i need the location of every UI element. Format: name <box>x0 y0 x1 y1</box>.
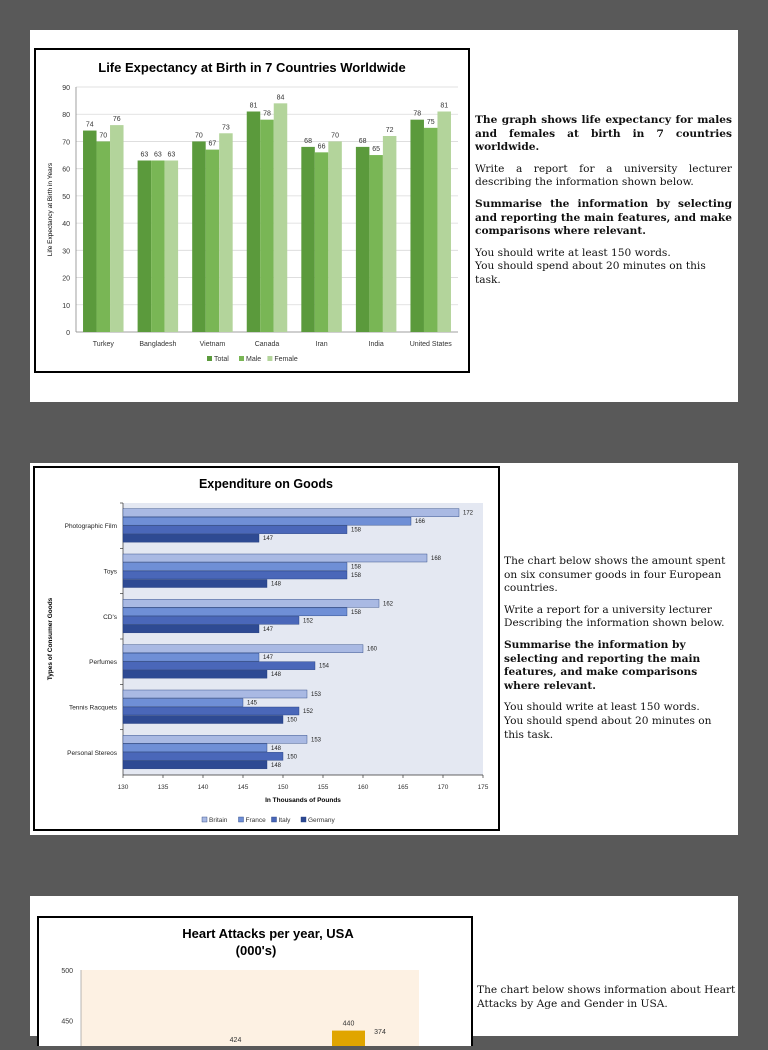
x-tick-label: 160 <box>357 784 369 791</box>
data-label: 424 <box>229 1036 242 1044</box>
x-tick-label: India <box>368 341 384 348</box>
bar-female <box>274 103 288 332</box>
bar-total <box>83 131 97 332</box>
bar-italy <box>123 662 315 670</box>
y-tick-label: 20 <box>62 275 70 283</box>
data-label: 153 <box>311 737 322 744</box>
data-label: 84 <box>276 94 285 102</box>
task-summary-instruction: Summarise the information by selecting and reporting the main features, and make comparisons where relevant. <box>475 197 732 238</box>
page-3 <box>30 896 738 1044</box>
x-tick-label: Bangladesh <box>139 341 177 348</box>
bar-female <box>383 136 397 332</box>
legend-label: Germany <box>308 817 335 824</box>
bar-britain <box>123 599 379 607</box>
data-label: 81 <box>440 102 449 110</box>
legend-label: Female <box>274 356 298 363</box>
data-label: 147 <box>263 536 274 543</box>
data-label: 160 <box>367 646 378 653</box>
task-intro: The chart below shows the amount spent on six consumer goods in four European countries. <box>504 555 726 595</box>
data-label: 374 <box>374 1029 386 1036</box>
bar-male <box>424 128 438 332</box>
bar-italy <box>123 707 299 715</box>
data-label: 78 <box>263 110 271 118</box>
x-tick-label: 150 <box>277 784 289 791</box>
chart-title: Life Expectancy at Birth in 7 Countries Worldwide <box>98 60 406 75</box>
plot-background <box>123 503 483 775</box>
task-prompt-1 <box>475 114 732 296</box>
data-label: 68 <box>358 137 367 145</box>
bar-france <box>123 608 347 616</box>
data-label: 150 <box>287 754 298 761</box>
life-expectancy-chart <box>36 50 468 371</box>
bar-male <box>315 152 329 332</box>
data-label: 147 <box>263 626 274 633</box>
y-tick-label: 50 <box>62 193 70 201</box>
data-label: 63 <box>140 151 149 159</box>
data-label: 73 <box>222 124 230 132</box>
legend-label: France <box>245 817 266 824</box>
bar-male <box>369 155 383 332</box>
x-axis-title: In Thousands of Pounds <box>265 797 341 804</box>
word-count-requirement: You should write at least 150 words. <box>504 701 700 714</box>
y-tick-label: Photographic Film <box>64 523 117 531</box>
bar-female <box>165 161 179 333</box>
y-tick-label: 80 <box>62 112 70 120</box>
data-label: 81 <box>249 102 258 110</box>
bar-britain <box>123 554 427 562</box>
x-tick-label: 165 <box>397 784 409 791</box>
bar-germany <box>123 534 259 542</box>
data-label: 76 <box>112 116 121 124</box>
bar-france <box>123 653 259 661</box>
task-instruction: Write a report for a university lecturer Describing the information shown below. <box>504 603 725 630</box>
data-label: 158 <box>351 573 362 579</box>
chart-subtitle: (000's) <box>235 943 277 958</box>
bar-britain <box>123 645 363 653</box>
data-label: 65 <box>372 146 381 154</box>
y-tick-label: 70 <box>62 139 70 147</box>
data-label: 66 <box>317 143 326 151</box>
y-tick-label: Perfumes <box>89 659 117 667</box>
y-tick-label: 40 <box>62 221 70 229</box>
y-tick-label: 90 <box>62 85 70 92</box>
bar-total <box>192 141 206 332</box>
chart-frame-heart-attacks <box>37 916 473 1046</box>
task-summary-instruction: Summarise the information by selecting and reporting the main features, and make comparisons where relevant. <box>504 638 701 692</box>
data-label: 147 <box>263 655 274 662</box>
legend-label: Italy <box>278 817 291 824</box>
chart-title: Expenditure on Goods <box>198 477 334 491</box>
bar-female <box>110 125 124 332</box>
data-label: 148 <box>271 581 282 588</box>
heart-attacks-chart <box>39 918 471 1046</box>
legend-swatch <box>301 817 306 822</box>
data-label: 158 <box>351 609 362 616</box>
page-2 <box>30 463 738 835</box>
bar-italy <box>123 616 299 624</box>
bar <box>332 1031 365 1046</box>
legend-swatch <box>207 356 212 361</box>
bar-female <box>328 141 342 332</box>
task-intro: The graph shows life expectancy for males and females at birth in 7 countries worldwide. <box>475 114 732 154</box>
data-label: 148 <box>271 745 282 752</box>
x-tick-label: 175 <box>477 784 489 791</box>
bar-male <box>206 150 220 332</box>
bar-germany <box>123 670 267 678</box>
y-tick-label: Tennis Racquets <box>68 704 117 712</box>
data-label: 72 <box>385 127 394 134</box>
data-label: 162 <box>383 601 394 608</box>
bar-total <box>138 161 152 333</box>
legend-swatch <box>267 356 272 361</box>
bar-female <box>437 112 451 333</box>
task-intro: The chart below shows information about Heart Attacks by Age and Gender in USA. <box>477 984 736 1010</box>
data-label: 68 <box>304 137 312 145</box>
bar-total <box>301 147 315 332</box>
chart-frame-expenditure <box>33 466 500 831</box>
expenditure-chart <box>35 468 498 829</box>
data-label: 70 <box>195 132 203 140</box>
y-tick-label: 500 <box>61 968 73 975</box>
y-tick-label: CD's <box>103 613 117 621</box>
legend-swatch <box>239 356 244 361</box>
x-tick-label: United States <box>409 341 452 348</box>
page-1 <box>30 30 738 402</box>
bar-germany <box>123 580 267 588</box>
bar-male <box>151 161 165 333</box>
bar-total <box>410 120 424 332</box>
y-axis-title: Life Expectancy at Birth in Years <box>47 162 54 257</box>
data-label: 148 <box>271 672 282 679</box>
data-label: 152 <box>303 618 314 625</box>
data-label: 440 <box>342 1020 355 1028</box>
plot-background <box>81 970 419 1046</box>
y-tick-label: 60 <box>62 166 70 174</box>
bar-germany <box>123 716 283 724</box>
bar-france <box>123 517 411 525</box>
data-label: 63 <box>167 151 176 159</box>
data-label: 166 <box>415 519 426 526</box>
x-tick-label: 155 <box>317 784 329 791</box>
x-tick-label: 135 <box>157 784 169 791</box>
bar-total <box>247 112 261 333</box>
data-label: 75 <box>426 118 435 126</box>
data-label: 70 <box>99 132 108 140</box>
data-label: 152 <box>303 709 314 715</box>
task-instruction: Write a report for a university lecturer describing the information shown below. <box>475 162 732 189</box>
y-tick-label: Personal Stereos <box>67 749 117 757</box>
y-tick-label: Toys <box>103 568 117 576</box>
bar-britain <box>123 509 459 517</box>
bar-germany <box>123 625 259 633</box>
data-label: 158 <box>351 527 362 534</box>
data-label: 145 <box>247 700 258 707</box>
x-tick-label: Iran <box>315 341 328 348</box>
task-requirements <box>504 701 733 742</box>
bar-france <box>123 563 347 571</box>
word-count-requirement: You should write at least 150 words. <box>475 246 671 259</box>
bar-italy <box>123 752 283 760</box>
x-tick-label: 145 <box>237 784 249 791</box>
bar-britain <box>123 690 307 698</box>
bar-male <box>97 141 111 332</box>
data-label: 154 <box>319 663 330 670</box>
bar-female <box>219 133 233 332</box>
legend-label: Total <box>214 356 229 363</box>
data-label: 150 <box>287 717 298 724</box>
bar-total <box>356 147 370 332</box>
chart-frame-life-expectancy <box>34 48 470 373</box>
data-label: 63 <box>153 151 162 159</box>
data-label: 67 <box>208 140 217 148</box>
bar-italy <box>123 571 347 579</box>
y-axis-title: Types of Consumer Goods <box>47 597 54 681</box>
data-label: 74 <box>85 121 94 129</box>
data-label: 172 <box>463 510 474 517</box>
legend-swatch <box>202 817 207 822</box>
y-tick-label: 30 <box>62 248 70 256</box>
bar-germany <box>123 761 267 769</box>
data-label: 158 <box>351 564 362 571</box>
bar-france <box>123 699 243 707</box>
y-tick-label: 450 <box>61 1018 73 1026</box>
data-label: 70 <box>331 132 339 140</box>
bar-male <box>260 120 274 332</box>
x-tick-label: 130 <box>117 784 129 791</box>
x-tick-label: 140 <box>197 784 209 791</box>
time-requirement: You should spend about 20 minutes on this task. <box>475 260 706 286</box>
time-requirement: You should spend about 20 minutes on this task. <box>504 714 712 741</box>
y-tick-label: 0 <box>66 330 70 337</box>
legend-swatch <box>239 817 244 822</box>
x-tick-label: Canada <box>254 341 280 348</box>
data-label: 148 <box>271 762 282 769</box>
data-label: 78 <box>413 110 422 118</box>
x-tick-label: Turkey <box>92 341 114 348</box>
bar-italy <box>123 526 347 534</box>
x-tick-label: Vietnam <box>199 341 226 348</box>
task-prompt-3 <box>477 984 742 1019</box>
legend-label: Britain <box>209 817 228 824</box>
y-tick-label: 10 <box>62 302 70 310</box>
legend-label: Male <box>246 356 262 363</box>
task-prompt-2 <box>504 555 733 750</box>
bar-france <box>123 744 267 752</box>
legend-swatch <box>272 817 277 822</box>
bar-britain <box>123 735 307 743</box>
x-tick-label: 170 <box>437 784 449 791</box>
data-label: 168 <box>431 556 442 562</box>
chart-title: Heart Attacks per year, USA <box>182 926 354 941</box>
data-label: 153 <box>311 692 322 698</box>
task-requirements <box>475 247 732 288</box>
